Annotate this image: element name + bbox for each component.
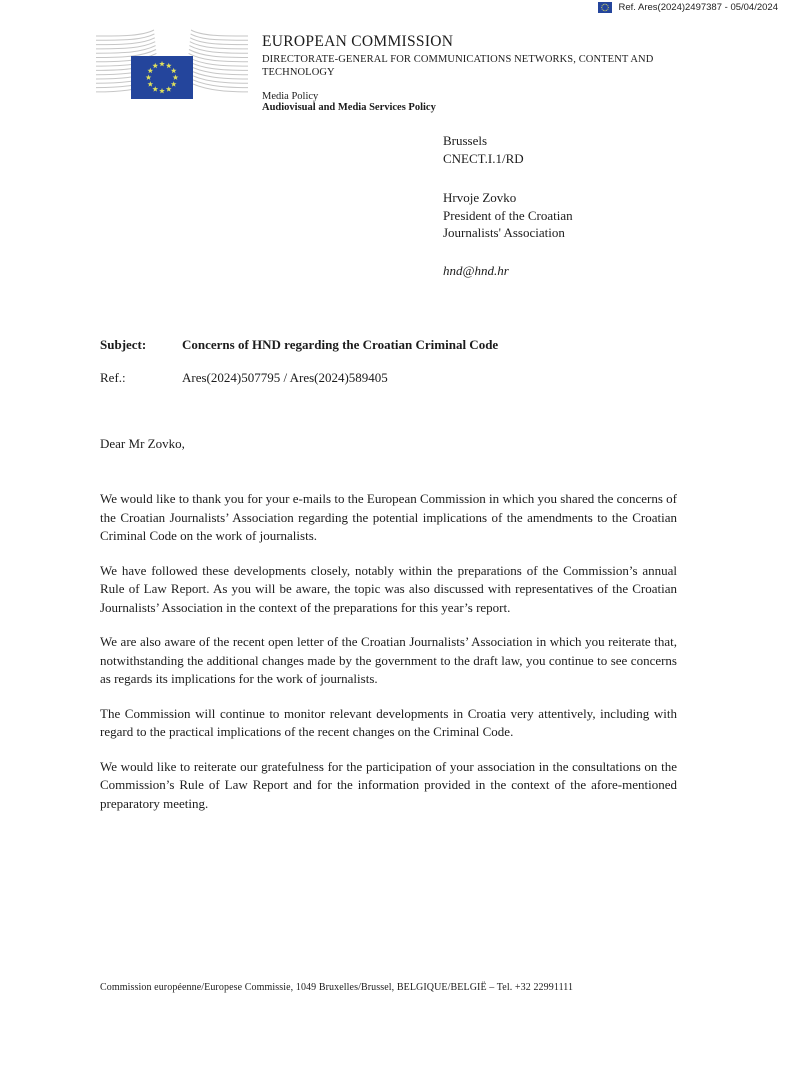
institution-name: EUROPEAN COMMISSION xyxy=(262,33,454,50)
body-paragraph: The Commission will continue to monitor relevant developments in Croatia very attentively, including with regard to the practical implications of the recent changes on the Criminal Code. xyxy=(100,705,677,739)
unit-name: Media Policy xyxy=(262,91,319,102)
salutation: Dear Mr Zovko, xyxy=(100,436,185,451)
reference-row xyxy=(100,370,388,386)
origin-city: Brussels xyxy=(443,133,488,148)
subject-row xyxy=(100,337,498,353)
recipient-name: Hrvoje Zovko xyxy=(443,190,517,205)
letter-body xyxy=(100,490,677,829)
ares-registration-banner xyxy=(598,2,778,13)
european-commission-logo xyxy=(96,28,248,106)
recipient-email: hnd@hnd.hr xyxy=(443,262,509,278)
origin-unit-code: CNECT.I.1/RD xyxy=(443,150,524,166)
subject-value: Concerns of HND regarding the Croatian Criminal Code xyxy=(182,337,499,352)
footer-address: Commission européenne/Europese Commissie, 1049 Bruxelles/Brussel, BELGIQUE/BELGIË – Tel. +32 22991111 xyxy=(100,982,574,993)
address-block xyxy=(443,132,573,279)
body-paragraph: We would like to reiterate our gratefulness for the participation of your association in the consultations on the Commission’s Rule of Law Report and for the information provided in the context of the afore-mentioned preparatory meeting. xyxy=(100,758,677,811)
letterhead xyxy=(262,33,692,113)
ares-ref-text: Ref. Ares(2024)2497387 - 05/04/2024 xyxy=(618,2,778,13)
eu-flag-icon xyxy=(598,2,612,13)
recipient-title-line2: Journalists' Association xyxy=(443,225,565,240)
recipient-block xyxy=(443,189,573,242)
directorate-general: DIRECTORATE-GENERAL FOR COMMUNICATIONS NETWORKS, CONTENT AND TECHNOLOGY xyxy=(262,54,654,78)
body-paragraph: We are also aware of the recent open letter of the Croatian Journalists’ Association in which you reiterate that, notwithstanding the additional changes made by the government to the draft law, you continue to see concerns as regards its implications for the work of journalists. xyxy=(100,634,677,686)
reference-value: Ares(2024)507795 / Ares(2024)589405 xyxy=(182,370,388,385)
commission-logo-graphic xyxy=(96,28,248,106)
subunit-name: Audiovisual and Media Services Policy xyxy=(262,102,436,113)
recipient-title-line1: President of the Croatian xyxy=(443,207,573,223)
reference-label: Ref.: xyxy=(100,370,126,385)
body-paragraph: We have followed these developments closely, notably within the preparations of the Commission’s annual Rule of Law Report. As you will be aware, the topic was also discussed with representatives of the Croatian Journalists’ Association in the context of the preparations for this year’s report. xyxy=(100,562,677,615)
body-paragraph: We would like to thank you for your e-mails to the European Commission in which you shared the concerns of the Croatian Journalists’ Association regarding the potential implications of the amendments to the Croatian Criminal Code on the work of journalists. xyxy=(100,491,677,543)
subject-label: Subject: xyxy=(100,337,147,352)
